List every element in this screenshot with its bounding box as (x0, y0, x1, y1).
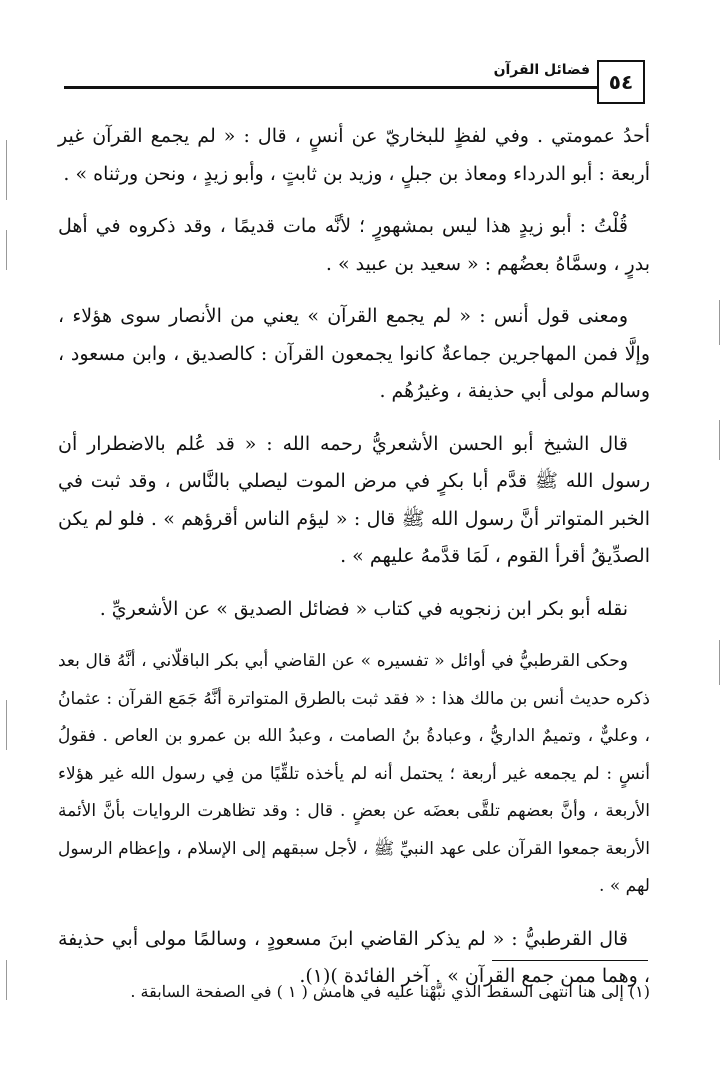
paragraph: وحكى القرطبيُّ في أوائل « تفسيره » عن القاضي أبي بكر الباقلّاني ، أنَّهُ قال بعد ذكره حديث أنس بن مالك هذا : « فقد ثبت بالطرق المتواترة أنَّهُ جَمَع القرآن : عثمانُ ، وعليٌّ ، وتميمٌ الداريُّ ، وعبادةُ بنُ الصامت ، وعبدُ الله بن عمرو بن العاص . فقولُ أنسٍ : لم يجمعه غير أربعة ؛ يحتمل أنه لم يأخذه تلقِّيًا من فِي رسول الله غير هؤلاء الأربعة ، وأنَّ بعضهم تلقَّى بعضَه عن بعضٍ . قال : وقد تظاهرت الروايات بأنَّ الأئمة الأربعة جمعوا القرآن على عهد النبيِّ ﷺ ، لأجل سبقهم إلى الإسلام ، وإعظام الرسول لهم » . (58, 651, 650, 896)
scan-margin-mark (719, 300, 720, 345)
body-text (58, 118, 650, 1011)
paragraph: قال القرطبيُّ : « لم يذكر القاضي ابنَ مسعودٍ ، وسالمًا مولى أبي حذيفة ، وهما ممن جمع القرآن » . آخر الفائدة )(١). (58, 927, 650, 987)
page-number: ٥٤ (608, 70, 634, 94)
paragraph: قُلْتُ : أبو زيدٍ هذا ليس بمشهورٍ ؛ لأنَّه مات قديمًا ، وقد ذكروه في أهل بدرٍ ، وسمَّاهُ بعضُهم : « سعيد بن عبيد » . (58, 215, 650, 275)
scan-margin-mark (6, 230, 7, 270)
footnote: (١) إلى هنا انتهى السقط الذي نبَّهْنا عليه في هامش ( ١ ) في الصفحة السابقة . (130, 982, 650, 1001)
scan-margin-mark (719, 640, 720, 685)
page-number-box (597, 60, 645, 104)
scan-margin-mark (719, 420, 720, 460)
paragraph: قال الشيخ أبو الحسن الأشعريُّ رحمه الله : « قد عُلم بالاضطرار أن رسول الله ﷺ قدَّم أبا بكرٍ في مرض الموت ليصلي بالنَّاس ، وقد ثبت في الخبر المتواتر أنَّ رسول الله ﷺ قال : « ليؤم الناس أقرؤهم » . فلو لم يكن الصدِّيقُ أقرأ القوم ، لَمَا قدَّمهُ عليهم » . (58, 432, 650, 567)
running-title: فضائل القرآن (493, 62, 590, 78)
paragraph: ومعنى قول أنس : « لم يجمع القرآن » يعني من الأنصار سوى هؤلاء ، وإلَّا فمن المهاجرين جماعةٌ كانوا يجمعون القرآن : كالصديق ، وابن مسعود ، وسالم مولى أبي حذيفة ، وغيرُهُم . (58, 305, 650, 402)
paragraph: أحدُ عمومتي . وفي لفظٍ للبخاريّ عن أنسٍ ، قال : « لم يجمع القرآن غير أربعة : أبو الدرداء ومعاذ بن جبلٍ ، وزيد بن ثابتٍ ، وأبو زيدٍ ، ونحن ورثناه » . (58, 125, 650, 185)
header-rule (64, 86, 597, 89)
scan-margin-mark (6, 700, 7, 750)
paragraph: نقله أبو بكر ابن زنجويه في كتاب « فضائل الصديق » عن الأشعريِّ . (99, 597, 628, 620)
scan-margin-mark (6, 140, 7, 200)
footnote-rule (492, 960, 648, 961)
scan-margin-mark (6, 960, 7, 1000)
